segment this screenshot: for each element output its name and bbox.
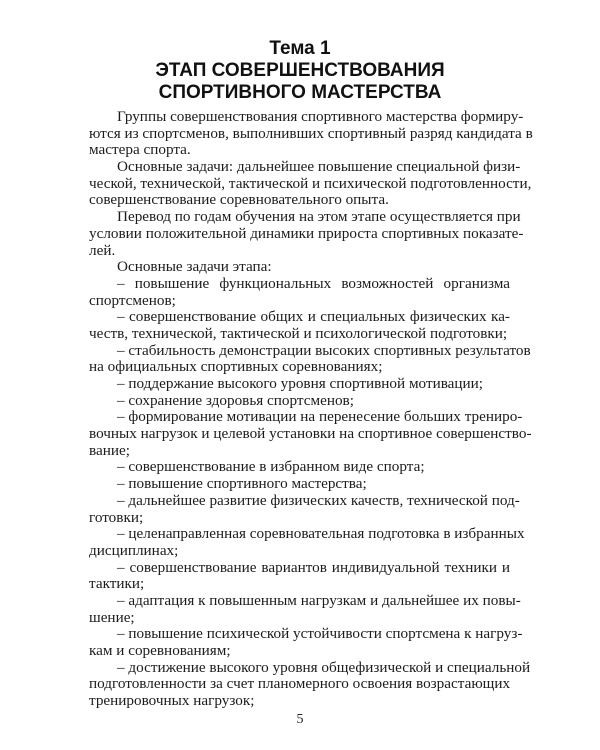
page-number: 5 bbox=[296, 712, 304, 727]
list-item: – стабильность демонстрации высоких спортивных результатов bbox=[117, 341, 531, 359]
text-line: ческой, технической, тактической и психической подготовленности, bbox=[89, 174, 532, 192]
page-title-line-1: ЭТАП СОВЕРШЕНСТВОВАНИЯ bbox=[155, 60, 445, 81]
list-item: подготовленности за счет планомерного освоения возрастающих bbox=[89, 675, 511, 693]
text-line: Группы совершенствования спортивного мастерства формиру- bbox=[117, 108, 524, 125]
text-line: совершенствование соревновательного опыта. bbox=[89, 191, 389, 209]
list-item: – сохранение здоровья спортсменов; bbox=[117, 391, 354, 409]
list-item: тренировочных нагрузок; bbox=[89, 692, 255, 709]
list-item: спортсменов; bbox=[89, 291, 176, 309]
list-item: шение; bbox=[89, 608, 135, 626]
list-item: – повышение психической устойчивости спортсмена к нагруз- bbox=[117, 625, 523, 643]
list-item: – поддержание высокого уровня спортивной мотивации; bbox=[117, 375, 484, 392]
text-line: лей. bbox=[89, 241, 116, 259]
list-item: честв, технической, тактической и психологической подготовки; bbox=[89, 324, 508, 342]
list-item: на официальных спортивных соревнованиях; bbox=[89, 358, 383, 376]
list-item: – повышение спортивного мастерства; bbox=[117, 475, 367, 493]
list-item: – совершенствование в избранном виде спорта; bbox=[117, 458, 425, 476]
section-label: Основные задачи этапа: bbox=[117, 258, 272, 276]
text-line: мастера спорта. bbox=[89, 141, 191, 159]
list-item: готовки; bbox=[89, 508, 144, 526]
list-item: – совершенствование общих и специальных физических ка- bbox=[117, 308, 510, 326]
list-item: дисциплинах; bbox=[89, 541, 179, 559]
list-item: тактики; bbox=[89, 575, 145, 593]
list-item: вание; bbox=[89, 441, 130, 459]
text-line: Перевод по годам обучения на этом этапе осуществляется при bbox=[117, 208, 521, 226]
text-line: условии положительной динамики прироста спортивных показате- bbox=[89, 224, 524, 242]
text-line: ются из спортсменов, выполнивших спортивный разряд кандидата в bbox=[89, 124, 533, 142]
list-item: – совершенствование вариантов индивидуальной техники и bbox=[117, 558, 510, 576]
list-item: – дальнейшее развитие физических качеств, технической под- bbox=[117, 491, 520, 509]
list-item: – повышение функциональных возможностей организма bbox=[117, 274, 510, 292]
list-item: вочных нагрузок и целевой установки на спортивное совершенство- bbox=[89, 425, 532, 442]
text-line: Основные задачи: дальнейшее повышение специальной физи- bbox=[117, 158, 521, 176]
list-item: кам и соревнованиям; bbox=[89, 641, 231, 659]
list-item: – адаптация к повышенным нагрузкам и дальнейшее их повы- bbox=[117, 591, 521, 609]
list-item: – формирование мотивации на перенесение больших трениро- bbox=[117, 408, 523, 426]
list-item: – целенаправленная соревновательная подготовка в избранных bbox=[117, 525, 525, 543]
page-title-line-2: СПОРТИВНОГО МАСТЕРСТВА bbox=[158, 82, 442, 103]
list-item: – достижение высокого уровня общефизической и специальной bbox=[117, 658, 531, 676]
theme-label: Тема 1 bbox=[269, 38, 331, 59]
